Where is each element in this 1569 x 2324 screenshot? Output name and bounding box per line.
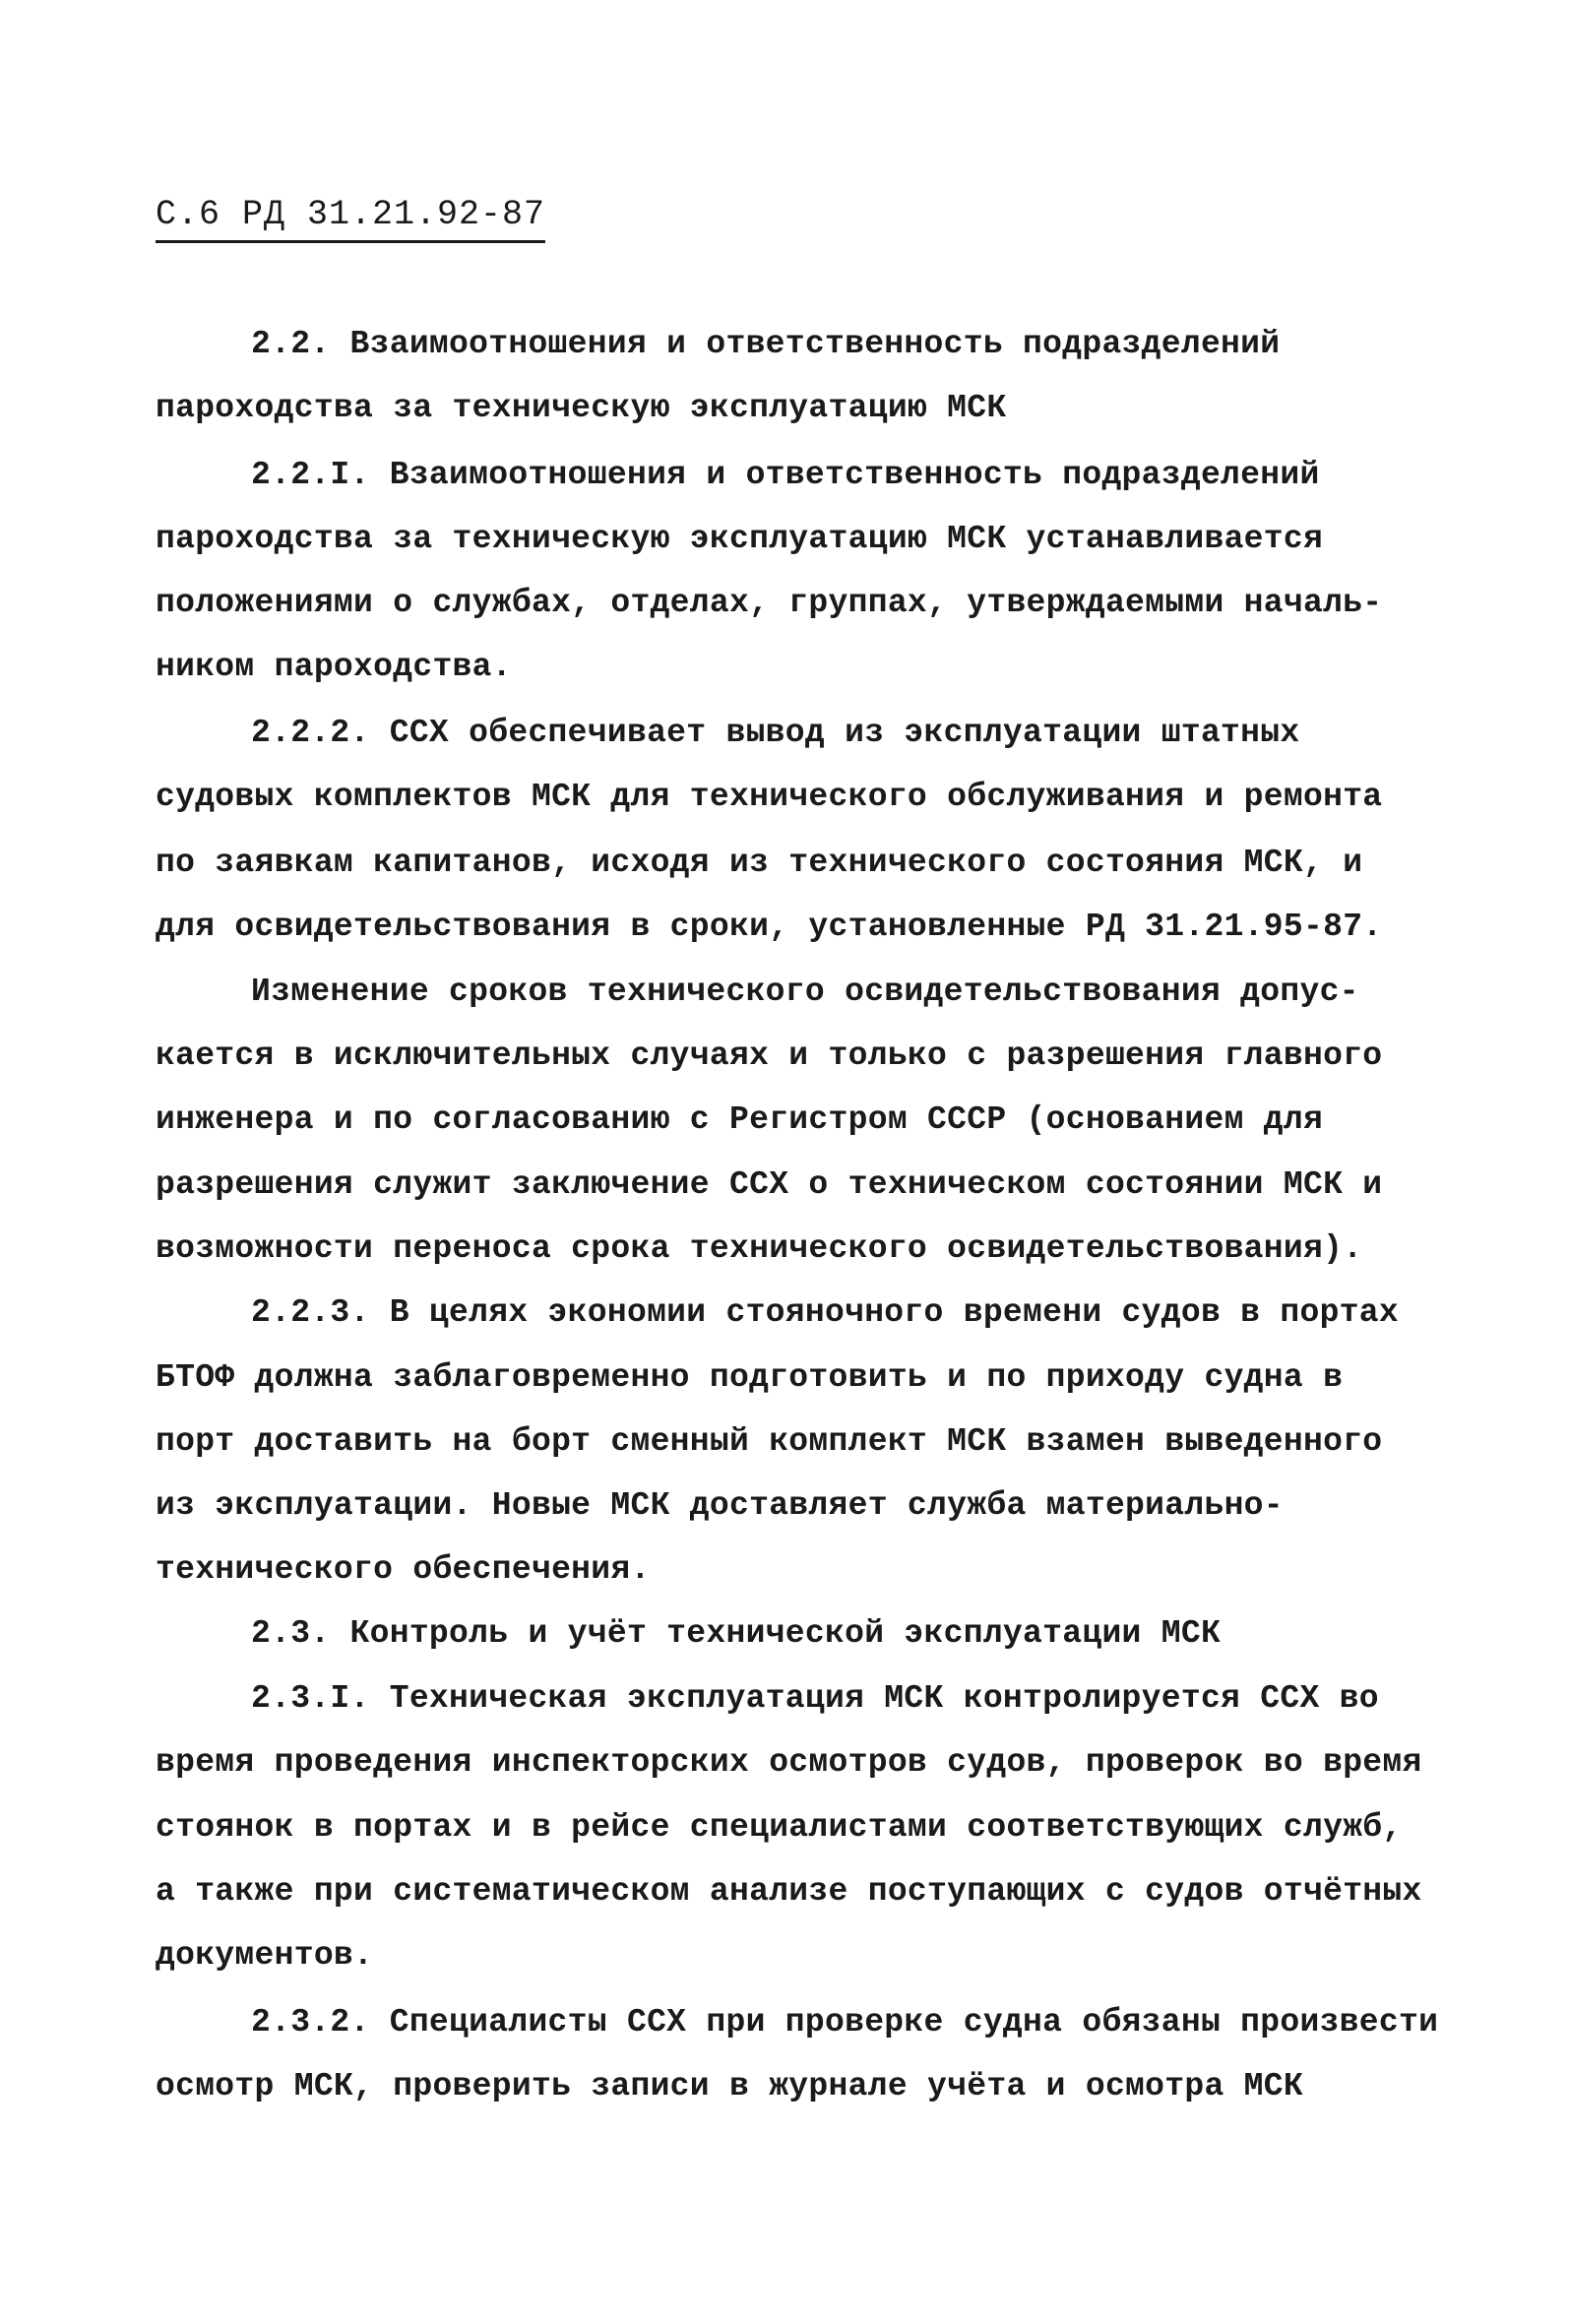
text-line: судовых комплектов МСК для технического обслуживания и ремонта: [156, 779, 1383, 815]
text-line: положениями о службах, отделах, группах, утверждаемыми началь-: [156, 585, 1383, 621]
text-line: 2.2.I. Взаимоотношения и ответственность подразделений: [251, 457, 1320, 493]
text-line: для освидетельствования в сроки, установленные РД 31.21.95-87.: [156, 909, 1383, 945]
text-line: а также при систематическом анализе поступающих с судов отчётных: [156, 1873, 1422, 1910]
text-line: стоянок в портах и в рейсе специалистами соответствующих служб,: [156, 1809, 1403, 1846]
page-header: С.6 РД 31.21.92-87: [156, 195, 545, 243]
text-line: по заявкам капитанов, исходя из технического состояния МСК, и: [156, 845, 1363, 881]
text-line: пароходства за техническую эксплуатацию МСК устанавливается: [156, 521, 1324, 557]
text-line: порт доставить на борт сменный комплект МСК взамен выведенного: [156, 1423, 1383, 1460]
text-line: инженера и по согласованию с Регистром СССР (основанием для: [156, 1101, 1324, 1138]
text-line: из эксплуатации. Новые МСК доставляет служба материально-: [156, 1487, 1284, 1524]
section-heading-2-2: 2.2. Взаимоотношения и ответственность подразделений: [251, 326, 1281, 362]
text-line: 2.2.2. ССХ обеспечивает вывод из эксплуатации штатных: [251, 715, 1300, 751]
text-line: разрешения служит заключение ССХ о техническом состоянии МСК и: [156, 1166, 1383, 1203]
text-line: БТОФ должна заблаговременно подготовить и по приходу судна в: [156, 1359, 1344, 1396]
text-line: время проведения инспекторских осмотров судов, проверок во время: [156, 1744, 1422, 1781]
text-line: 2.2.3. В целях экономии стояночного времени судов в портах: [251, 1294, 1399, 1331]
text-line: 2.3.2. Специалисты ССХ при проверке судна обязаны произвести: [251, 2004, 1439, 2041]
text-line: 2.3.I. Техническая эксплуатация МСК контролируется ССХ во: [251, 1680, 1379, 1717]
text-line: документов.: [156, 1937, 374, 1974]
text-line: кается в исключительных случаях и только с разрешения главного: [156, 1037, 1383, 1074]
section-heading-2-3: 2.3. Контроль и учёт технической эксплуатации МСК: [251, 1615, 1222, 1652]
text-line: пароходства за техническую эксплуатацию МСК: [156, 390, 1007, 426]
text-line: ником пароходства.: [156, 649, 512, 685]
text-line: технического обеспечения.: [156, 1551, 651, 1588]
text-line: Изменение сроков технического освидетельствования допус-: [251, 974, 1359, 1010]
text-line: возможности переноса срока технического освидетельствования).: [156, 1230, 1363, 1267]
text-line: осмотр МСК, проверить записи в журнале учёта и осмотра МСК: [156, 2068, 1303, 2104]
